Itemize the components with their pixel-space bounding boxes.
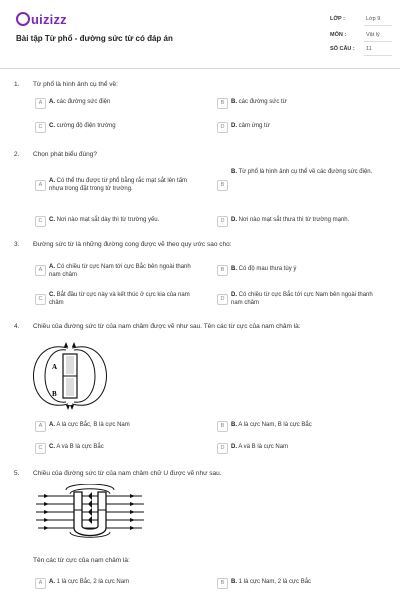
u-magnet-field-figure	[30, 484, 150, 540]
question-text: Đường sức từ là những đường cong được vẽ theo quy ước sao cho:	[33, 241, 232, 248]
question-text: Từ phổ là hình ảnh cụ thể về:	[33, 81, 118, 88]
question-number: 3.	[14, 241, 20, 248]
question-number: 5.	[14, 470, 20, 477]
question-number: 2.	[14, 151, 20, 158]
question-text: Chiều của đường sức từ của nam châm chữ U được vẽ như sau.	[33, 470, 222, 477]
pole-label-b: B	[52, 390, 57, 398]
question-text: Chọn phát biểu đúng?	[33, 151, 97, 158]
question-number: 4.	[14, 323, 20, 330]
worksheet-header: uizizz Bài tập Từ phổ - đường sức từ có đáp án LỚP : Lớp 9 MÔN : Vật lý SỐ CÂU : 11	[0, 0, 400, 69]
bar-magnet-field-figure	[30, 340, 110, 412]
pole-label-a: A	[52, 363, 58, 371]
question-number: 1.	[14, 81, 20, 88]
question-text: Chiều của đường sức từ của nam châm được vẽ như sau. Tên các từ cực của nam châm là:	[33, 323, 301, 330]
worksheet-title: Bài tập Từ phổ - đường sức từ có đáp án	[16, 34, 173, 43]
quizizz-logo[interactable]: uizizz	[16, 12, 67, 27]
question-subtext: Tên các từ cực của nam châm là:	[33, 557, 130, 564]
